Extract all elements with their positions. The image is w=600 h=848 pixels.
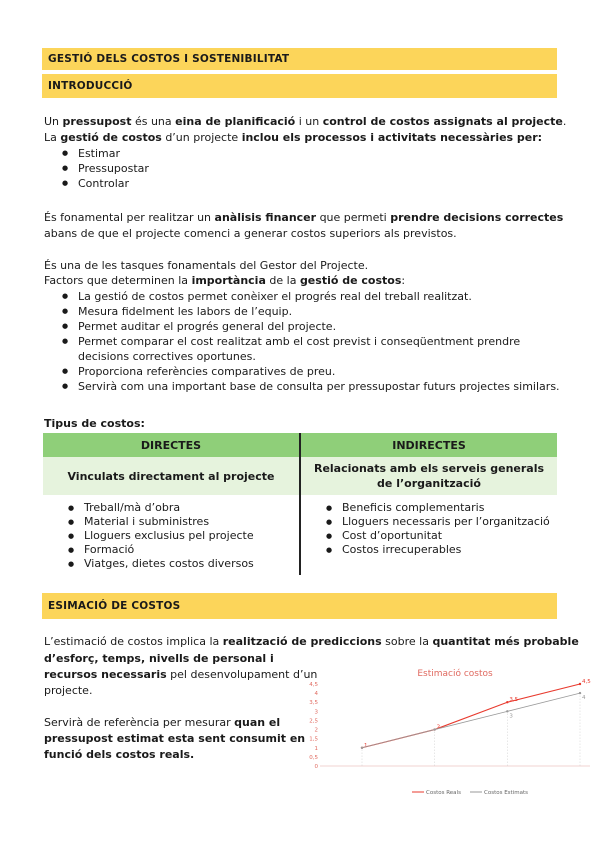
y-tick-label: 1,5	[309, 736, 318, 743]
data-label: 4,5	[582, 679, 591, 685]
estimation-line-2	[44, 651, 274, 666]
bold-text: control de costos assignats al projecte	[322, 115, 563, 128]
data-label: 4	[582, 695, 586, 702]
list-item: ● La gestió de costos permet conèixer el progrés real del treball realitzat.	[62, 289, 560, 304]
bold-text: recursos necessaris	[44, 668, 167, 681]
estimation-line-5	[44, 715, 280, 730]
list-item: ● Controlar	[62, 176, 149, 191]
data-point	[579, 683, 581, 685]
direct-costs-list	[68, 501, 254, 571]
bold-text: gestió de costos	[60, 131, 162, 144]
table-divider	[299, 433, 301, 575]
data-point	[361, 747, 363, 749]
bold-text: eina de planificació	[175, 115, 296, 128]
y-tick-label: 4,5	[309, 682, 318, 688]
data-point	[506, 710, 508, 712]
y-tick-label: 0	[314, 764, 318, 770]
y-tick-label: 2,5	[309, 718, 318, 725]
text: pel desenvolupament d’un	[166, 668, 318, 681]
indirect-costs-header: INDIRECTES	[301, 433, 557, 457]
data-point	[433, 728, 435, 730]
data-label: 3	[509, 713, 513, 720]
bold-text: prendre decisions correctes	[390, 211, 564, 224]
list-item: ● Lloguers necessaris per l’organització	[326, 515, 550, 529]
y-tick-label: 0,5	[309, 754, 318, 761]
list-item: ● Treball/mà d’obra	[68, 501, 254, 515]
legend-label: Costos Reals	[426, 790, 461, 796]
text: Servirà de referència per mesurar	[44, 716, 235, 729]
bold-text: funció dels costos reals.	[44, 748, 195, 761]
list-item: ● Lloguers exclusius pel projecte	[68, 529, 254, 543]
bold-text: importància	[191, 274, 266, 287]
direct-costs-description: Vinculats directament al projecte	[43, 457, 299, 495]
indirect-costs-description: Relacionats amb els serveis generals de l’organització	[301, 457, 557, 495]
list-item: ● Estimar	[62, 146, 149, 161]
intro-para3-line1: És una de les tasques fonamentals del Gestor del Projecte.	[44, 259, 369, 272]
data-point	[579, 692, 581, 694]
section-heading-introduccio: INTRODUCCIÓ	[42, 74, 557, 98]
list-item: ● Servirà com una important base de consulta per pressupostar futurs projectes similars.	[62, 379, 560, 394]
text: d’un projecte	[161, 131, 242, 144]
factors-list	[62, 289, 560, 394]
estimation-line-4	[44, 683, 92, 698]
document-title: GESTIÓ DELS COSTOS I SOSTENIBILITAT	[42, 48, 557, 70]
direct-costs-header: DIRECTES	[43, 433, 299, 457]
list-item: ● Formació	[68, 543, 254, 557]
bold-text: quantitat més probable	[432, 635, 579, 648]
intro-bullet-list	[62, 146, 149, 191]
list-item: ● Permet auditar el progrés general del projecte.	[62, 319, 560, 334]
series-line	[362, 693, 580, 748]
bold-text: pressupost estimat esta sent consumit en	[44, 732, 306, 745]
list-item: ● Proporciona referències comparatives de preu.	[62, 364, 560, 379]
data-label: 1	[364, 742, 368, 749]
list-item: ● Material i subministres	[68, 515, 254, 529]
bold-text: realització de prediccions	[222, 635, 382, 648]
data-label: 2	[436, 724, 441, 731]
list-item: ● Mesura fidelment les labors de l’equip.	[62, 304, 560, 319]
list-item: ● Cost d’oportunitat	[326, 529, 550, 543]
intro-para3-line2	[44, 273, 405, 288]
data-point	[506, 701, 508, 703]
bold-text: quan el	[234, 716, 281, 729]
text: Un	[44, 115, 63, 128]
y-tick-label: 4	[314, 691, 318, 698]
list-item: ● Costos irrecuperables	[326, 543, 550, 557]
text: .	[562, 115, 567, 128]
data-label: 3,5	[509, 697, 519, 704]
indirect-costs-list	[326, 501, 550, 557]
text: que permeti	[316, 211, 391, 224]
cost-types-label: Tipus de costos:	[44, 417, 145, 430]
text: L’estimació de costos implica la	[44, 635, 223, 648]
estimation-line-6	[44, 731, 305, 746]
text: La	[44, 131, 61, 144]
text: és una	[131, 115, 176, 128]
y-tick-label: 2	[314, 727, 318, 734]
list-item-continuation: decisions correctives oportunes.	[78, 350, 256, 363]
text: És fonamental per realitzar un	[44, 211, 215, 224]
bold-text: d’esforç, temps, nivells de personal i	[44, 652, 274, 665]
y-tick-label: 1	[314, 745, 318, 752]
text: Factors que determinen la	[44, 274, 192, 287]
bold-text: pressupost	[62, 115, 132, 128]
list-item: ● Viatges, dietes costos diversos	[68, 557, 254, 571]
bold-text: anàlisis financer	[214, 211, 317, 224]
list-item: ● Permet comparar el cost realitzat amb el cost previst i conseqüentment prendre	[62, 334, 560, 349]
series-line	[362, 684, 580, 748]
chart-title: Estimació costos	[417, 669, 493, 679]
bold-text: gestió de costos	[299, 274, 402, 287]
list-item: ● Beneficis complementaris	[326, 501, 550, 515]
text: :	[401, 274, 406, 287]
y-tick-label: 3	[314, 709, 318, 716]
estimation-line-7	[44, 747, 194, 762]
cost-estimation-chart	[300, 662, 600, 802]
estimation-line-3	[44, 667, 317, 682]
intro-para2-line2: abans de que el projecte comenci a generar costos superiors als previstos.	[44, 227, 457, 240]
text: i un	[295, 115, 323, 128]
text: de la	[265, 274, 300, 287]
list-item: ● Pressupostar	[62, 161, 149, 176]
text: sobre la	[381, 635, 433, 648]
estimation-line-1	[44, 634, 579, 649]
section-heading-estimacio: ESIMACIÓ DE COSTOS	[42, 593, 557, 619]
text: projecte.	[44, 684, 93, 697]
y-tick-label: 3,5	[309, 700, 318, 707]
intro-line-1	[44, 114, 566, 129]
intro-para2-line1	[44, 210, 563, 225]
bold-text: inclou els processos i activitats necessàries per:	[241, 131, 543, 144]
legend-label: Costos Estimats	[484, 790, 528, 796]
intro-line-2	[44, 130, 542, 145]
